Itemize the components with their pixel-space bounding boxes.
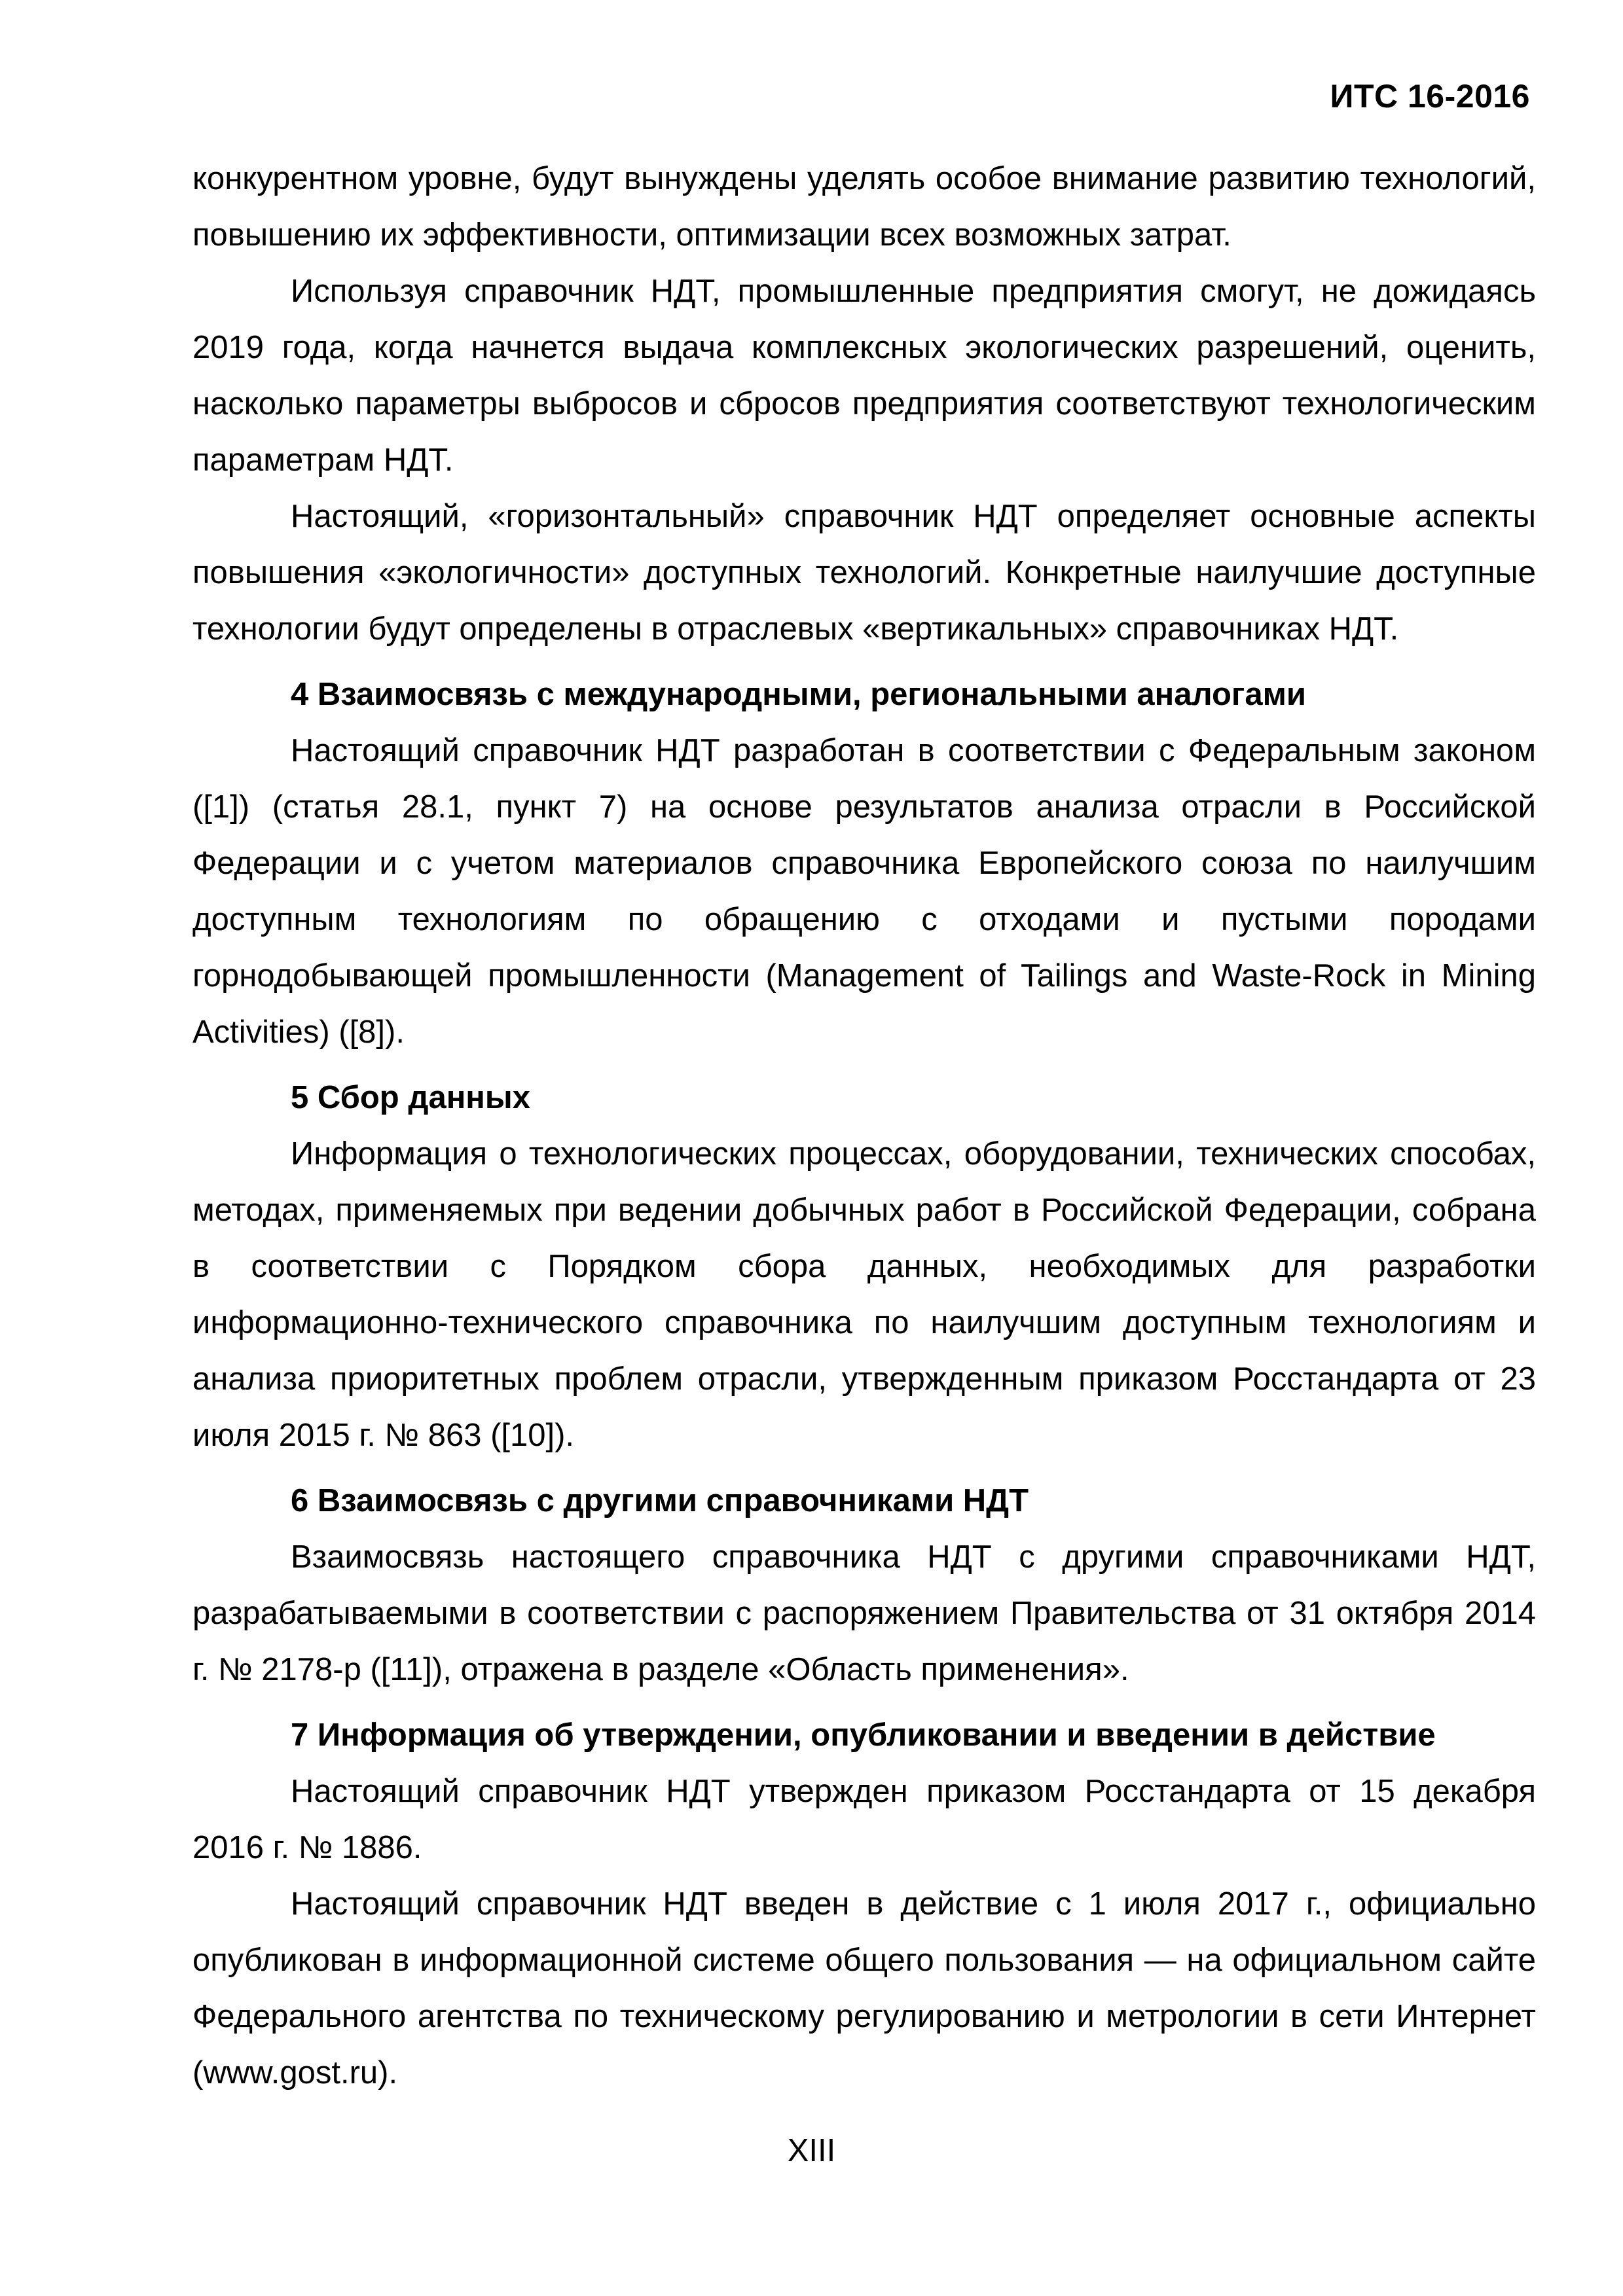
section-7-paragraph-enactment: Настоящий справочник НДТ введен в действие с 1 июля 2017 г., официально опубликован в информационной системе общего пользования — на официальном сайте Федерального агентства по техническому регулированию и метрологии в сети Интернет (www.gost.ru).	[192, 1886, 1536, 2090]
page-number: XIII	[787, 2133, 836, 2168]
section-heading-4: 4 Взаимосвязь с международными, региональными аналогами	[291, 677, 1306, 712]
section-heading-7: 7 Информация об утверждении, опубликовании и введении в действие	[291, 1717, 1436, 1753]
paragraph-continued: конкурентном уровне, будут вынуждены уделять особое внимание развитию технологий, повышению их эффективности, оптимизации всех возможных затрат.	[192, 161, 1536, 253]
section-heading-5: 5 Сбор данных	[291, 1080, 530, 1115]
section-4-paragraph: Настоящий справочник НДТ разработан в соответствии с Федеральным законом ([1]) (статья 28.1, пункт 7) на основе результатов анализа отрасли в Российской Федерации и с учетом материалов справочника Европейского союза по наилучшим доступным технологиям по обращению с отходами и пустыми породами горнодобывающей промышленности (Management of Tailings and Waste-Rock in Mining Activities) ([8]).	[192, 733, 1536, 1050]
section-7-paragraph-approval: Настоящий справочник НДТ утвержден приказом Росстандарта от 15 декабря 2016 г. № 1886.	[192, 1774, 1536, 1865]
paragraph-ndt-usage: Используя справочник НДТ, промышленные предприятия смогут, не дожидаясь 2019 года, когда начнется выдача комплексных экологических разрешений, оценить, насколько параметры выбросов и сбросов предприятия соответствуют технологическим параметрам НДТ.	[192, 274, 1536, 478]
paragraph-horizontal-reference: Настоящий, «горизонтальный» справочник НДТ определяет основные аспекты повышения «экологичности» доступных технологий. Конкретные наилучшие доступные технологии будут определены в отраслевых «вертикальных» справочниках НДТ.	[192, 499, 1536, 647]
section-heading-6: 6 Взаимосвязь с другими справочниками НДТ	[291, 1483, 1029, 1518]
document-code: ИТС 16-2016	[1330, 78, 1530, 115]
page-content	[192, 151, 1536, 2101]
section-6-paragraph: Взаимосвязь настоящего справочника НДТ с другими справочниками НДТ, разрабатываемыми в соответствии с распоряжением Правительства от 31 октября 2014 г. № 2178-р ([11]), отражена в разделе «Область применения».	[192, 1539, 1536, 1687]
section-5-paragraph: Информация о технологических процессах, оборудовании, технических способах, методах, применяемых при ведении добычных работ в Российской Федерации, собрана в соответствии с Порядком сбора данных, необходимых для разработки информационно-технического справочника по наилучшим доступным технологиям и анализа приоритетных проблем отрасли, утвержденным приказом Росстандарта от 23 июля 2015 г. № 863 ([10]).	[192, 1136, 1536, 1453]
